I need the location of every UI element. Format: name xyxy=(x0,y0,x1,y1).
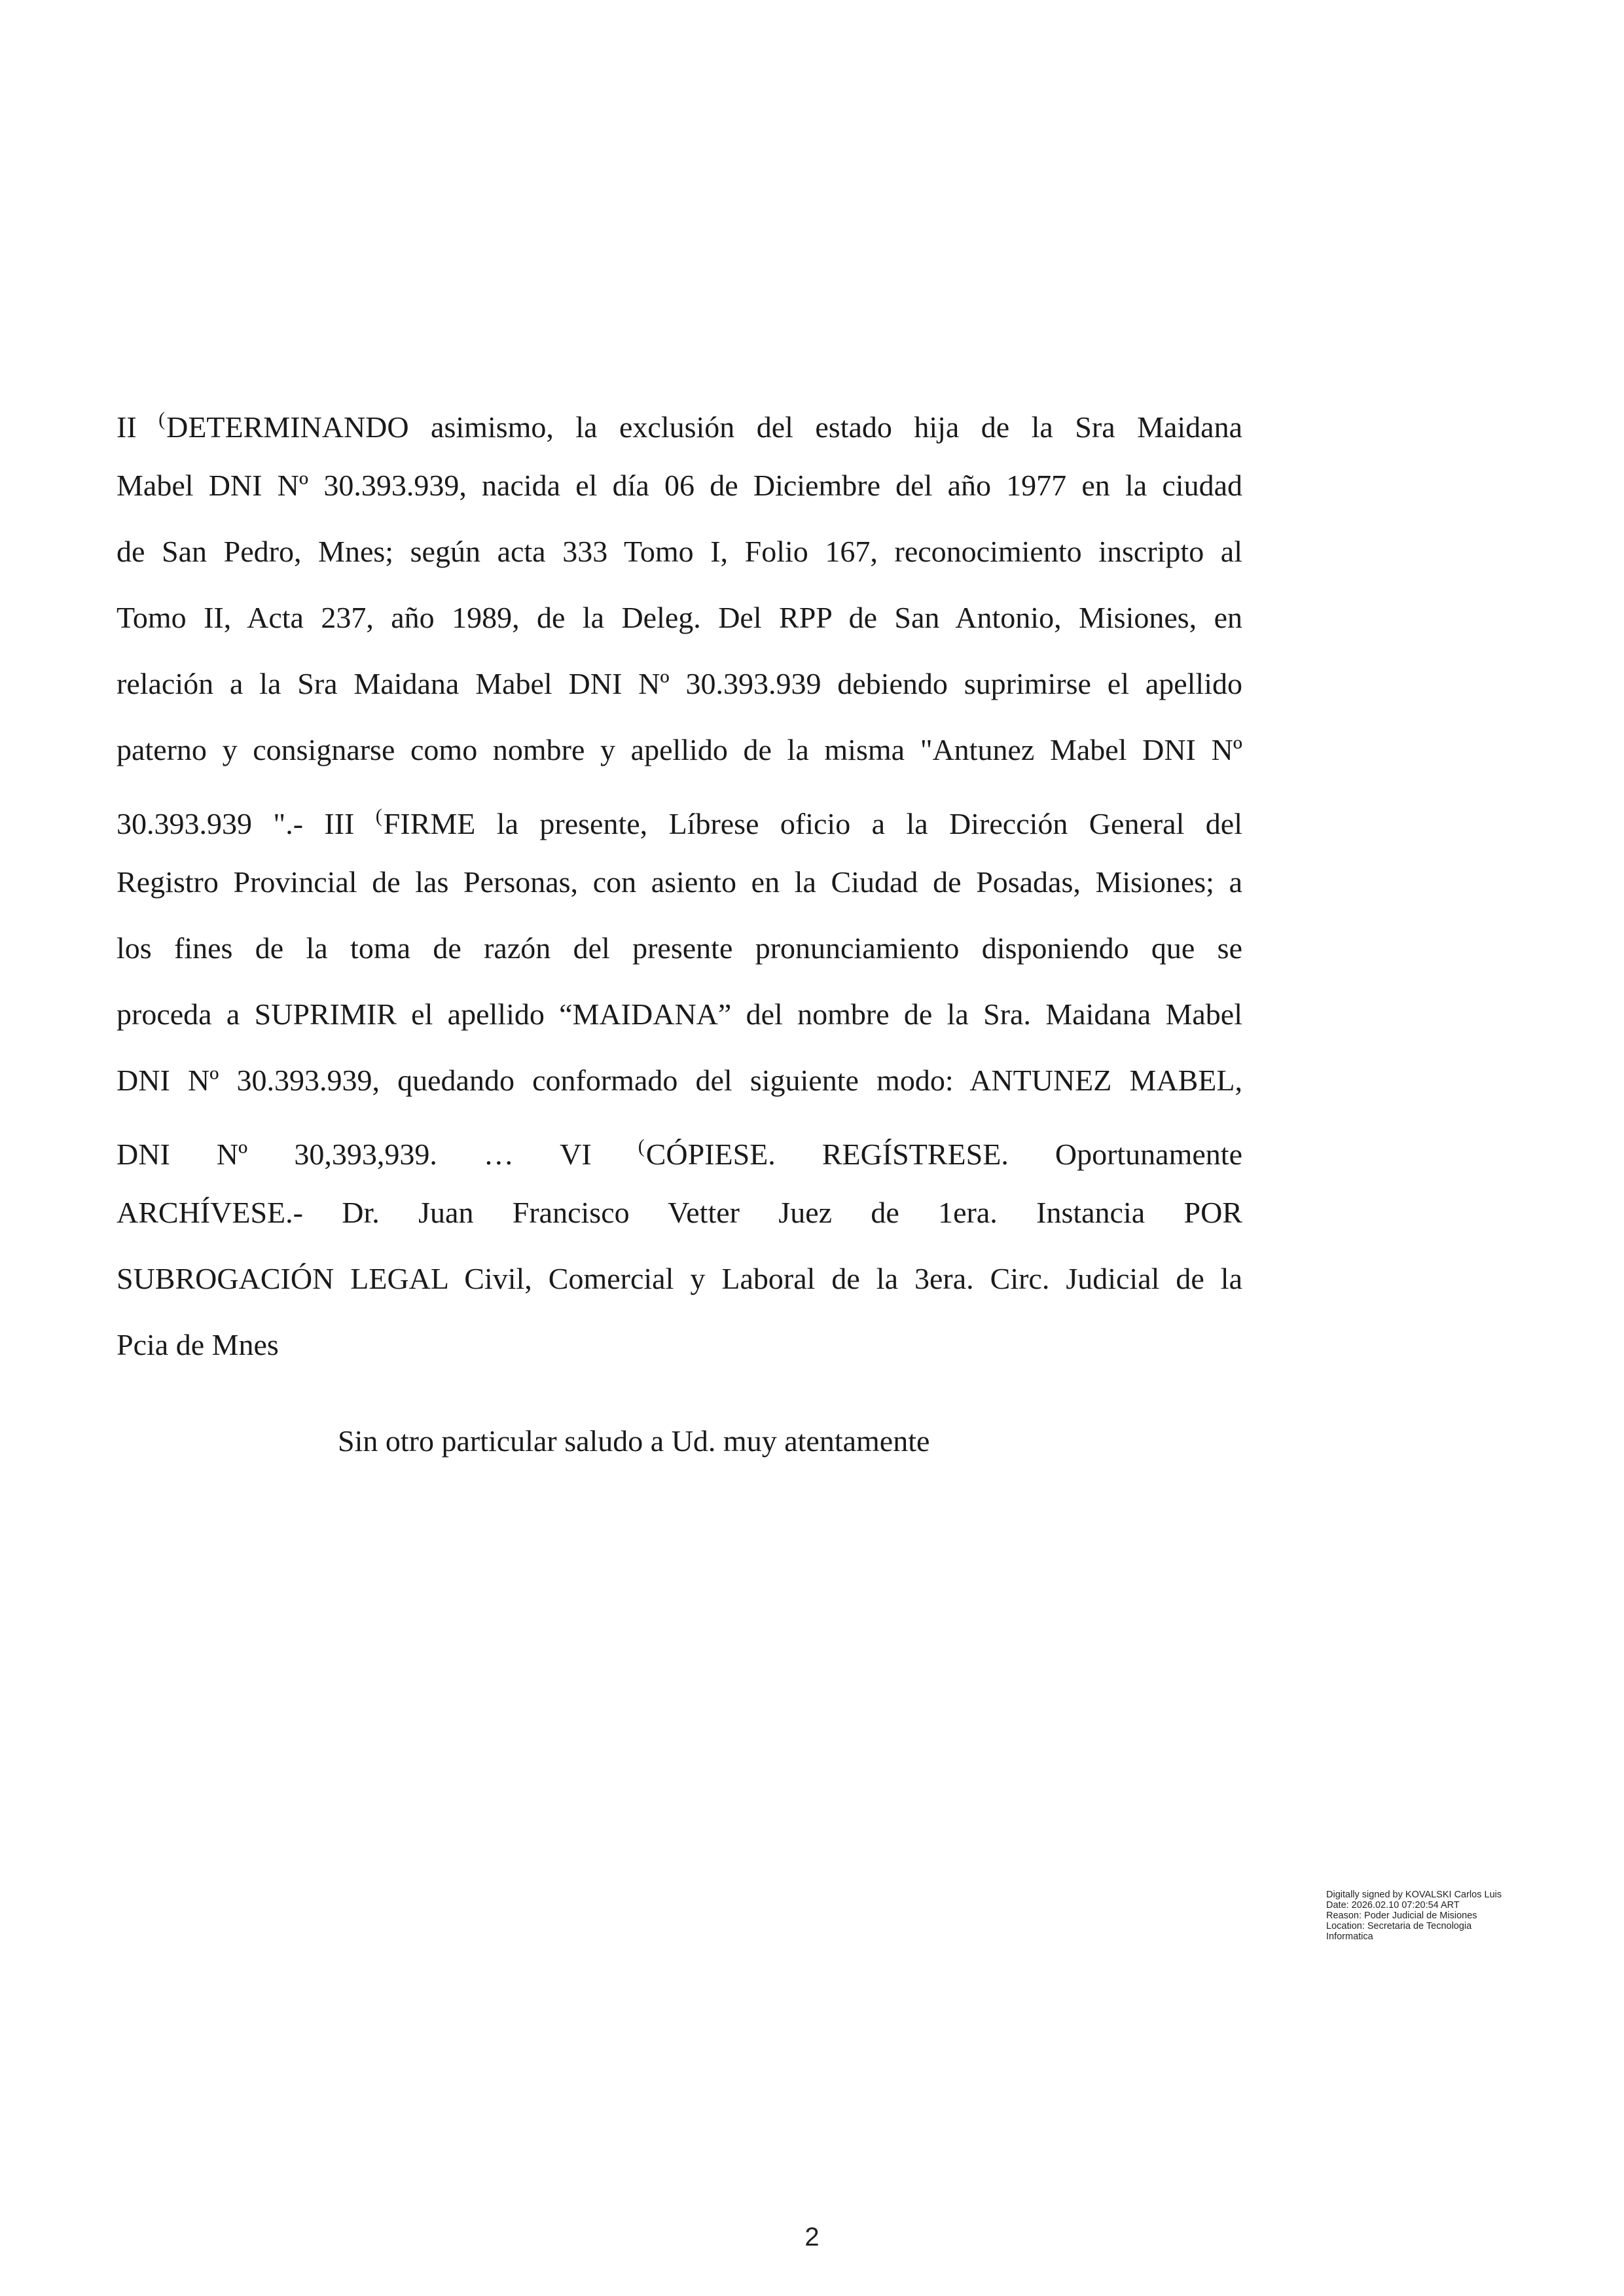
line-text: CÓPIESE. REGÍSTRESE. Oportunamente xyxy=(645,1138,1242,1171)
paragraph-line xyxy=(117,1124,1242,1191)
signature-location: Location: Secretaria de Tecnologia xyxy=(1326,1921,1472,1931)
paragraph-line xyxy=(117,794,1242,860)
closing-salutation: Sin otro particular saludo a Ud. muy atentamente xyxy=(338,1424,930,1458)
paragraph-line xyxy=(117,992,1242,1058)
page-number: 2 xyxy=(804,2223,820,2251)
line-text: los fines de la toma de razón del presente pronunciamiento disponiendo que se xyxy=(117,931,1242,965)
paragraph-line xyxy=(117,463,1242,529)
section-marker: DNI Nº 30,393,939. … VI xyxy=(117,1138,592,1171)
line-text: relación a la Sra Maidana Mabel DNI Nº 30.393.939 debiendo suprimirse el apellido xyxy=(117,667,1242,700)
line-text: SUBROGACIÓN LEGAL Civil, Comercial y Laboral de la 3era. Circ. Judicial de la xyxy=(117,1262,1242,1295)
signed-by: Digitally signed by KOVALSKI Carlos Luis xyxy=(1326,1890,1502,1900)
paragraph-line xyxy=(117,1058,1242,1124)
signature-location-cont: Informatica xyxy=(1326,1931,1373,1942)
paren-marker: ( xyxy=(375,805,382,827)
line-text: paterno y consignarse como nombre y apellido de la misma "Antunez Mabel DNI Nº xyxy=(117,733,1242,766)
paren-marker: ( xyxy=(638,1136,645,1157)
digital-signature-stamp xyxy=(1326,1890,1542,1942)
signature-date: Date: 2026.02.10 07:20:54 ART xyxy=(1326,1900,1460,1910)
resolution-paragraph xyxy=(117,397,1242,1389)
line-text: DNI Nº 30.393.939, quedando conformado del siguiente modo: ANTUNEZ MABEL, xyxy=(117,1064,1242,1097)
paragraph-line xyxy=(117,596,1242,662)
paragraph-line xyxy=(117,1257,1242,1323)
line-text: FIRME la presente, Líbrese oficio a la Dirección General del xyxy=(383,807,1242,840)
paragraph-line xyxy=(117,1191,1242,1257)
line-text: Registro Provincial de las Personas, con asiento en la Ciudad de Posadas, Misiones; a xyxy=(117,865,1242,899)
line-text: DETERMINANDO asimismo, la exclusión del estado hija de la Sra Maidana xyxy=(166,410,1242,444)
signature-reason: Reason: Poder Judicial de Misiones xyxy=(1326,1910,1477,1921)
line-text: proceda a SUPRIMIR el apellido “MAIDANA” del nombre de la Sra. Maidana Mabel xyxy=(117,997,1242,1031)
paragraph-line xyxy=(117,728,1242,794)
section-marker: II xyxy=(117,410,137,444)
line-text: Mabel DNI Nº 30.393.939, nacida el día 06 de Diciembre del año 1977 en la ciudad xyxy=(117,469,1242,502)
paragraph-line xyxy=(117,529,1242,596)
paragraph-line xyxy=(117,860,1242,926)
paragraph-line xyxy=(117,662,1242,728)
line-text: ARCHÍVESE.- Dr. Juan Francisco Vetter Juez de 1era. Instancia POR xyxy=(117,1196,1242,1229)
line-text: Pcia de Mnes xyxy=(117,1328,279,1361)
paragraph-line xyxy=(117,397,1242,463)
section-marker: 30.393.939 ".- III xyxy=(117,807,355,840)
paragraph-line xyxy=(117,1323,1242,1389)
paragraph-line xyxy=(117,926,1242,992)
line-text: Tomo II, Acta 237, año 1989, de la Deleg. Del RPP de San Antonio, Misiones, en xyxy=(117,601,1242,634)
line-text: de San Pedro, Mnes; según acta 333 Tomo I, Folio 167, reconocimiento inscripto al xyxy=(117,535,1242,568)
paren-marker: ( xyxy=(158,408,166,430)
